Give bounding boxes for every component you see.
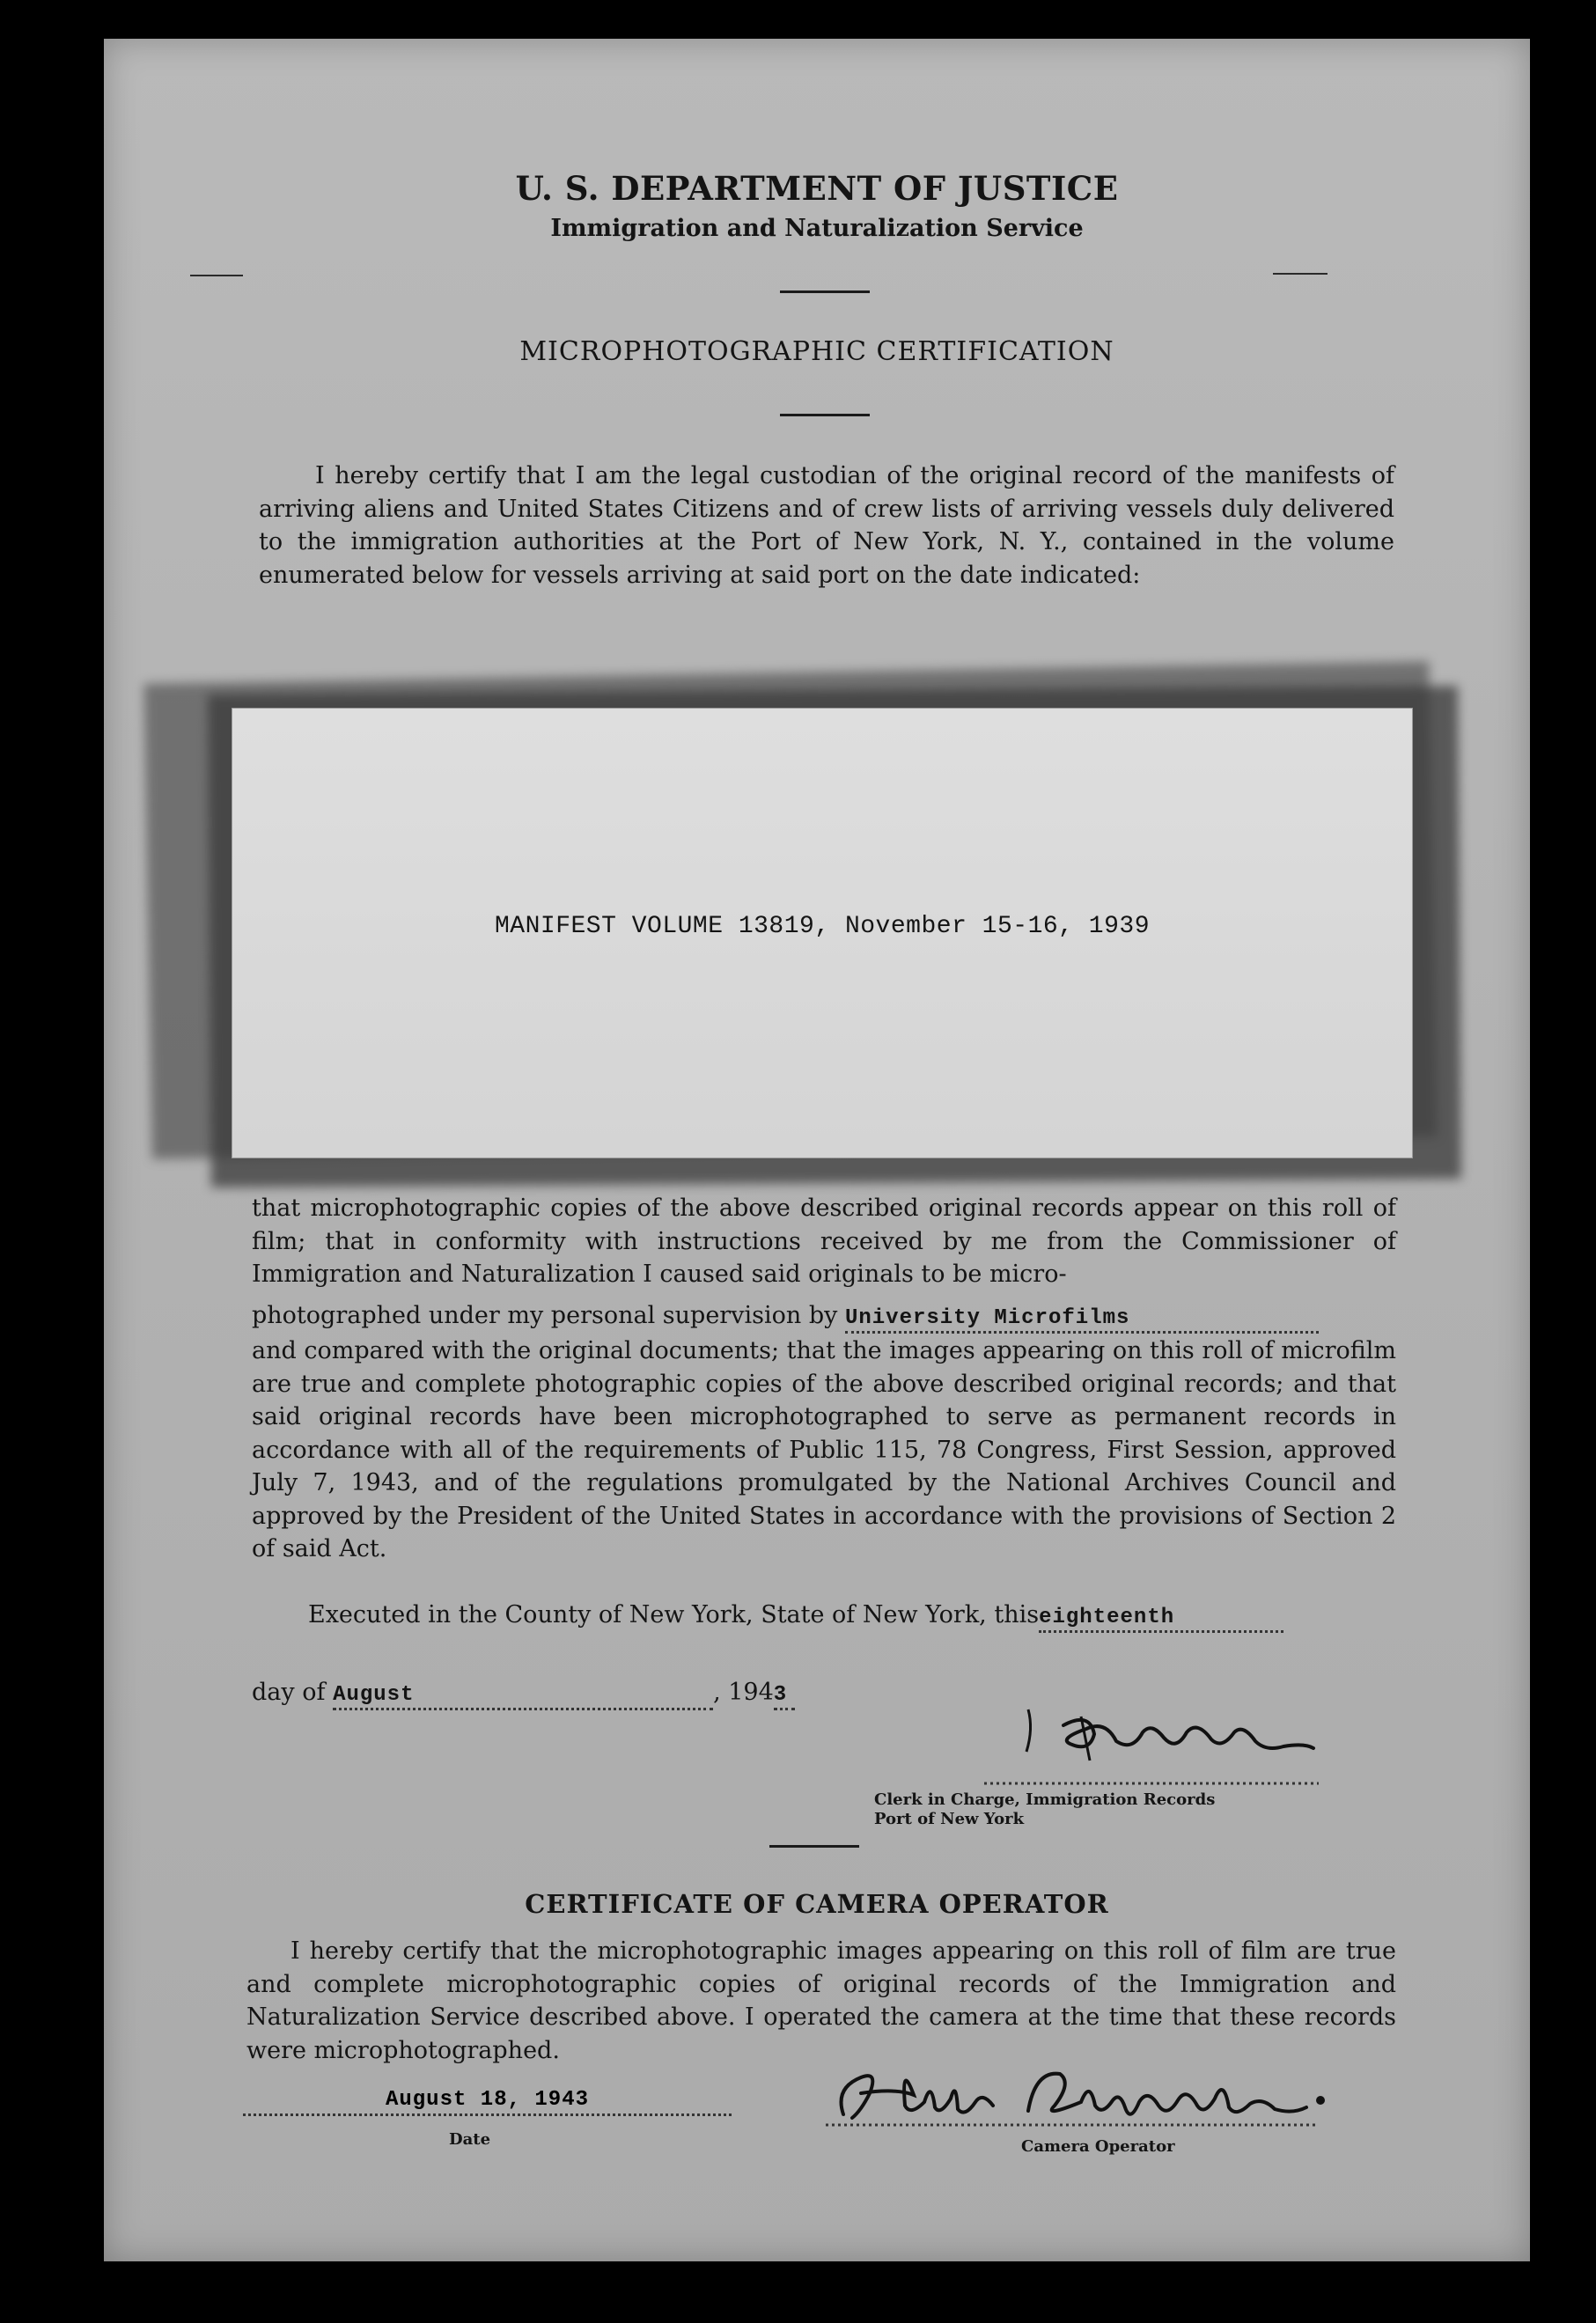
clerk-caption-line2: Port of New York <box>874 1810 1025 1828</box>
execution-prefix: Executed in the County of New York, State of New York, this <box>308 1601 1040 1628</box>
microfilm-statement-part2 <box>252 1334 1396 1566</box>
execution-line <box>252 1599 1396 1633</box>
manifest-volume-text: MANIFEST VOLUME 13819, November 15-16, 1939 <box>494 913 1151 940</box>
clerk-caption-line1: Clerk in Charge, Immigration Records <box>874 1790 1216 1809</box>
microfilm-statement-part1-text: that microphotographic copies of the above described original records appear on this roll of film; that in conformity with instructions received by me from the Commissioner of Immigration and Naturalization I caused said originals to be micro- <box>252 1195 1396 1288</box>
camera-section-divider <box>769 1845 859 1848</box>
stray-mark-left <box>190 275 243 276</box>
camera-operator-signature <box>817 2053 1336 2130</box>
camera-operator-title: CERTIFICATE OF CAMERA OPERATOR <box>525 1889 1109 1919</box>
manifest-volume-card <box>232 708 1413 1158</box>
execution-day-value: eighteenth <box>1039 1606 1175 1629</box>
header-divider <box>780 290 870 293</box>
operator-date-value: August 18, 1943 <box>385 2088 590 2112</box>
stray-mark-right <box>1273 273 1328 275</box>
supervision-value: University Microfilms <box>844 1306 1130 1330</box>
service-subtitle: Immigration and Naturalization Service <box>550 215 1084 242</box>
execution-month-value: August <box>333 1683 415 1707</box>
microfilm-statement-part2-text: and compared with the original documents; that the images appearing on this roll of microfilm are true and complete photographic copies of the above described original records; and that said original records have been microphotographed to serve as permanent records in accordance with all of the requirements of Public 115, 78 Congress, First Session, approved July 7, 1943, and of the regulations promulgated by the National Archives Council and approved by the President of the United States in accordance with the provisions of Section 2 of said Act. <box>252 1337 1396 1562</box>
supervision-prefix: photographed under my personal supervision by <box>252 1302 838 1329</box>
day-of-label: day of <box>252 1679 326 1706</box>
certification-intro-text: I hereby certify that I am the legal custodian of the original record of the manifests of arriving aliens and United States Citizens and of crew lists of arriving vessels duly delivered to the immigration authorities at the Port of New York, N. Y., contained in the volume enumerated below for vessels arriving at said port on the date indicated: <box>259 462 1394 589</box>
certification-divider <box>780 414 870 416</box>
operator-date-field <box>243 2088 732 2116</box>
clerk-caption <box>874 1790 1215 1829</box>
camera-operator-label: Camera Operator <box>1021 2137 1175 2156</box>
camera-operator-statement-text: I hereby certify that the microphotographic images appearing on this roll of film are true and complete microphotographic copies of original records of the Immigration and Naturalization Service described above. I operated the camera at the time that these records were microphotographed. <box>246 1937 1396 2064</box>
operator-date-label: Date <box>449 2130 491 2149</box>
microfilm-statement-part1 <box>252 1192 1396 1291</box>
clerk-signature <box>826 1690 1319 1789</box>
camera-operator-statement <box>246 1935 1396 2067</box>
certification-title: MICROPHOTOGRAPHIC CERTIFICATION <box>519 336 1114 367</box>
execution-year-prefix: , 194 <box>713 1679 774 1706</box>
certificate-page <box>104 39 1530 2261</box>
department-title: U. S. DEPARTMENT OF JUSTICE <box>515 169 1119 208</box>
certification-intro <box>259 459 1394 592</box>
execution-year-digit: 3 <box>773 1683 788 1707</box>
supervision-line <box>252 1299 1396 1334</box>
